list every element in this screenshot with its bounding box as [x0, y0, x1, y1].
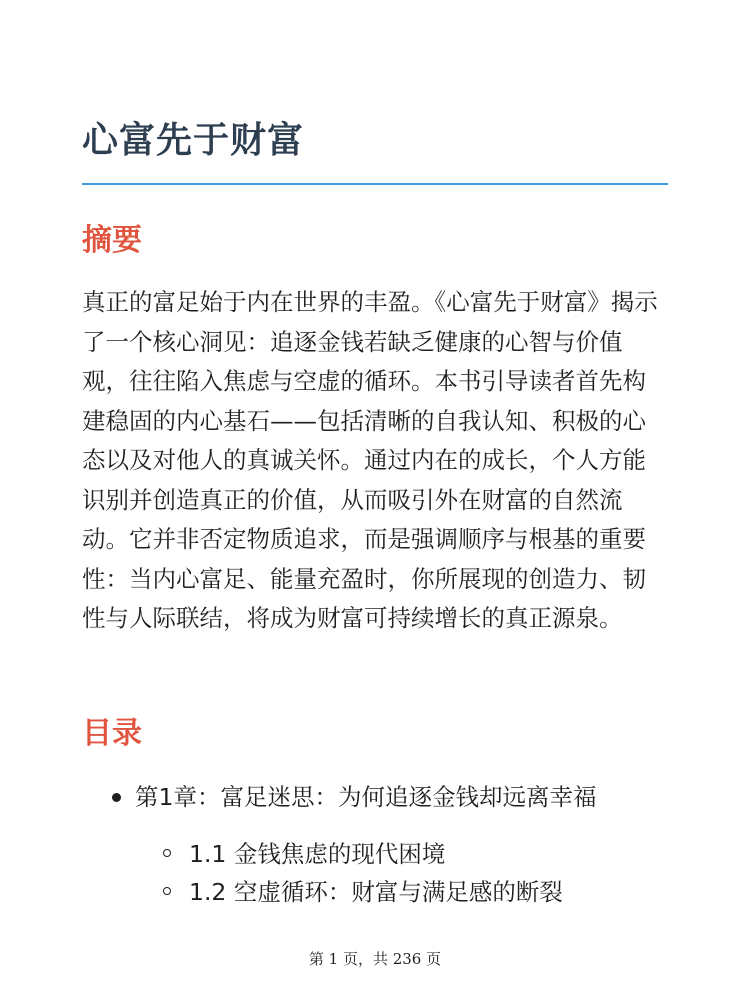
toc-chapter-item[interactable] [82, 775, 668, 819]
toc-subsection-label[interactable]: 1.1 金钱焦虑的现代困境 [189, 840, 446, 868]
title-divider [82, 183, 668, 185]
page-footer: 第 1 页，共 236 页 [308, 950, 442, 968]
abstract-heading: 摘要 [82, 223, 142, 258]
page-title: 心富先于财富 [82, 120, 305, 161]
bullet-circle-icon [163, 887, 171, 895]
abstract-paragraph: 真正的富足始于内在世界的丰盈。《心富先于财富》揭示了一个核心洞见：追逐金钱若缺乏健康的心智与价值观，往往陷入焦虑与空虚的循环。本书引导读者首先构建稳固的内心基石——包括清晰的自我认知、积极的心态以及对他人的真诚关怀。通过内在的成长，个人方能识别并创造真正的价值，从而吸引外在财富的自然流动。它并非否定物质追求，而是强调顺序与根基的重要性：当内心富足、能量充盈时，你所展现的创造力、韧性与人际联结，将成为财富可持续增长的真正源泉。 [82, 288, 658, 632]
toc-chapter-label[interactable]: 第1章：富足迷思：为何追逐金钱却远离幸福 [135, 783, 597, 811]
toc-list [82, 775, 668, 819]
bullet-circle-icon [163, 849, 171, 857]
toc-heading: 目录 [82, 716, 142, 751]
bullet-dot-icon [112, 793, 121, 802]
toc-subsection-label[interactable]: 1.2 空虚循环：财富与满足感的断裂 [189, 878, 563, 906]
